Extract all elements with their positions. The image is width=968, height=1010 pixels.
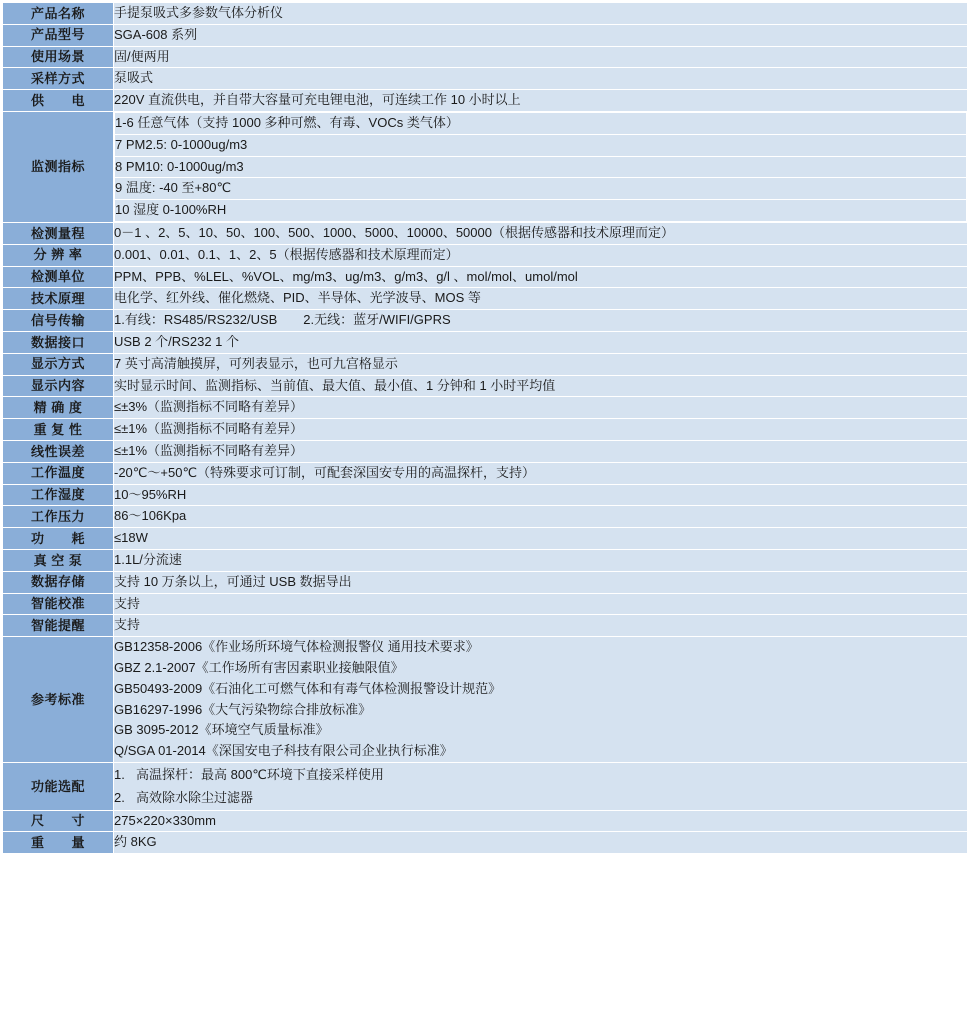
list-item: 7 PM2.5: 0-1000ug/m3 xyxy=(115,134,967,156)
row-label-display-content: 显示内容 xyxy=(3,375,114,397)
row-label-vacuum-pump: 真 空 泵 xyxy=(3,549,114,571)
table-row xyxy=(3,571,968,593)
row-label-weight: 重 量 xyxy=(3,832,114,854)
row-value-power-consumption: ≤18W xyxy=(114,528,968,550)
row-value-smart-calibration: 支持 xyxy=(114,593,968,615)
table-row xyxy=(3,288,968,310)
row-label-linearity-error: 线性误差 xyxy=(3,440,114,462)
table-row xyxy=(3,331,968,353)
table-row xyxy=(3,832,968,854)
row-label-signal-transmission: 信号传输 xyxy=(3,310,114,332)
row-label-usage-scene: 使用场景 xyxy=(3,46,114,68)
row-label-product-model: 产品型号 xyxy=(3,24,114,46)
row-label-working-humidity: 工作湿度 xyxy=(3,484,114,506)
row-label-monitoring-indicators: 监测指标 xyxy=(3,111,114,222)
row-value-sampling-method: 泵吸式 xyxy=(114,68,968,90)
row-value-accuracy: ≤±3%（监测指标不同略有差异） xyxy=(114,397,968,419)
table-row xyxy=(3,549,968,571)
row-value-display-mode: 7 英寸高清触摸屏，可列表显示，也可九宫格显示 xyxy=(114,353,968,375)
row-value-resolution: 0.001、0.01、0.1、1、2、5（根据传感器和技术原理而定） xyxy=(114,244,968,266)
row-label-reference-standards: 参考标准 xyxy=(3,637,114,763)
standard-line: GB16297-1996《大气污染物综合排放标准》 xyxy=(114,701,372,717)
row-label-data-storage: 数据存储 xyxy=(3,571,114,593)
table-row xyxy=(3,810,968,832)
row-value-repeatability: ≤±1%（监测指标不同略有差异） xyxy=(114,419,968,441)
row-value-weight: 约 8KG xyxy=(114,832,968,854)
table-row xyxy=(3,90,968,112)
table-row xyxy=(3,593,968,615)
row-value-display-content: 实时显示时间、监测指标、当前值、最大值、最小值、1 分钟和 1 小时平均值 xyxy=(114,375,968,397)
table-body xyxy=(3,3,968,854)
row-value-technical-principle: 电化学、红外线、催化燃烧、PID、半导体、光学波导、MOS 等 xyxy=(114,288,968,310)
table-row xyxy=(3,3,968,25)
table-row xyxy=(3,528,968,550)
table-row xyxy=(3,310,968,332)
row-value-working-pressure: 86～106Kpa xyxy=(114,506,968,528)
row-value-optional-functions xyxy=(114,762,968,810)
standard-line: Q/SGA 01-2014《深国安电子科技有限公司企业执行标准》 xyxy=(114,743,453,759)
row-label-repeatability: 重 复 性 xyxy=(3,419,114,441)
row-value-product-model: SGA-608 系列 xyxy=(114,24,968,46)
row-label-working-pressure: 工作压力 xyxy=(3,506,114,528)
option-line xyxy=(114,786,967,809)
list-item: 1-6 任意气体（支持 1000 多种可燃、有毒、VOCs 类气体） xyxy=(115,112,967,134)
row-label-dimensions: 尺 寸 xyxy=(3,810,114,832)
table-row xyxy=(3,24,968,46)
row-value-usage-scene: 固/便两用 xyxy=(114,46,968,68)
list-item: 10 湿度 0-100%RH xyxy=(115,200,967,222)
table-row xyxy=(3,397,968,419)
table-row xyxy=(3,353,968,375)
option-text: 高温探杆：最高 800℃环境下直接采样使用 xyxy=(136,766,384,782)
product-spec-table xyxy=(2,2,968,854)
table-row xyxy=(3,637,968,763)
table-row xyxy=(3,762,968,810)
list-item: 8 PM10: 0-1000ug/m3 xyxy=(115,156,967,178)
row-label-optional-functions: 功能选配 xyxy=(3,762,114,810)
row-label-display-mode: 显示方式 xyxy=(3,353,114,375)
row-value-monitoring-indicators xyxy=(114,111,968,222)
table-row xyxy=(3,375,968,397)
row-value-working-humidity: 10～95%RH xyxy=(114,484,968,506)
row-value-data-interface: USB 2 个/RS232 1 个 xyxy=(114,331,968,353)
row-value-data-storage: 支持 10 万条以上，可通过 USB 数据导出 xyxy=(114,571,968,593)
row-label-product-name: 产品名称 xyxy=(3,3,114,25)
option-number: 2. xyxy=(114,790,125,806)
option-number: 1. xyxy=(114,766,125,782)
table-row xyxy=(3,484,968,506)
row-value-vacuum-pump: 1.1L/分流速 xyxy=(114,549,968,571)
table-row xyxy=(3,111,968,222)
standard-line: GB 3095-2012《环境空气质量标准》 xyxy=(114,722,329,738)
row-value-working-temperature: -20℃～+50℃（特殊要求可订制，可配套深国安专用的高温探杆，支持） xyxy=(114,462,968,484)
row-label-smart-reminder: 智能提醒 xyxy=(3,615,114,637)
table-row xyxy=(3,46,968,68)
row-label-technical-principle: 技术原理 xyxy=(3,288,114,310)
row-label-data-interface: 数据接口 xyxy=(3,331,114,353)
table-row xyxy=(3,68,968,90)
table-row xyxy=(3,419,968,441)
row-value-reference-standards xyxy=(114,637,968,763)
row-label-power-supply: 供 电 xyxy=(3,90,114,112)
row-value-detection-unit: PPM、PPB、%LEL、%VOL、mg/m3、ug/m3、g/m3、g/l 、mol/mol、umol/mol xyxy=(114,266,968,288)
table-row xyxy=(3,266,968,288)
row-label-working-temperature: 工作温度 xyxy=(3,462,114,484)
row-label-resolution: 分 辨 率 xyxy=(3,244,114,266)
table-row xyxy=(3,506,968,528)
row-label-detection-range: 检测量程 xyxy=(3,222,114,244)
row-value-product-name: 手提泵吸式多参数气体分析仪 xyxy=(114,3,968,25)
table-row xyxy=(3,244,968,266)
row-label-sampling-method: 采样方式 xyxy=(3,68,114,90)
option-line xyxy=(114,763,967,786)
standard-line: GBZ 2.1-2007《工作场所有害因素职业接触限值》 xyxy=(114,659,404,675)
row-value-detection-range: 0－1 、2、5、10、50、100、500、1000、5000、10000、50000（根据传感器和技术原理而定） xyxy=(114,222,968,244)
standard-line: GB12358-2006《作业场所环境气体检测报警仪 通用技术要求》 xyxy=(114,639,479,655)
standard-line: GB50493-2009《石油化工可燃气体和有毒气体检测报警设计规范》 xyxy=(114,680,502,696)
row-label-smart-calibration: 智能校准 xyxy=(3,593,114,615)
row-value-linearity-error: ≤±1%（监测指标不同略有差异） xyxy=(114,440,968,462)
table-row xyxy=(3,615,968,637)
table-row xyxy=(3,440,968,462)
table-row xyxy=(3,462,968,484)
monitoring-indicator-list xyxy=(114,112,967,222)
row-value-signal-transmission: 1.有线：RS485/RS232/USB 2.无线：蓝牙/WIFI/GPRS xyxy=(114,310,968,332)
row-label-power-consumption: 功 耗 xyxy=(3,528,114,550)
row-label-accuracy: 精 确 度 xyxy=(3,397,114,419)
row-value-power-supply: 220V 直流供电，并自带大容量可充电锂电池，可连续工作 10 小时以上 xyxy=(114,90,968,112)
table-row xyxy=(3,222,968,244)
row-value-smart-reminder: 支持 xyxy=(114,615,968,637)
row-label-detection-unit: 检测单位 xyxy=(3,266,114,288)
row-value-dimensions: 275×220×330mm xyxy=(114,810,968,832)
option-text: 高效除水除尘过滤器 xyxy=(136,790,254,806)
list-item: 9 温度: -40 至+80℃ xyxy=(115,178,967,200)
